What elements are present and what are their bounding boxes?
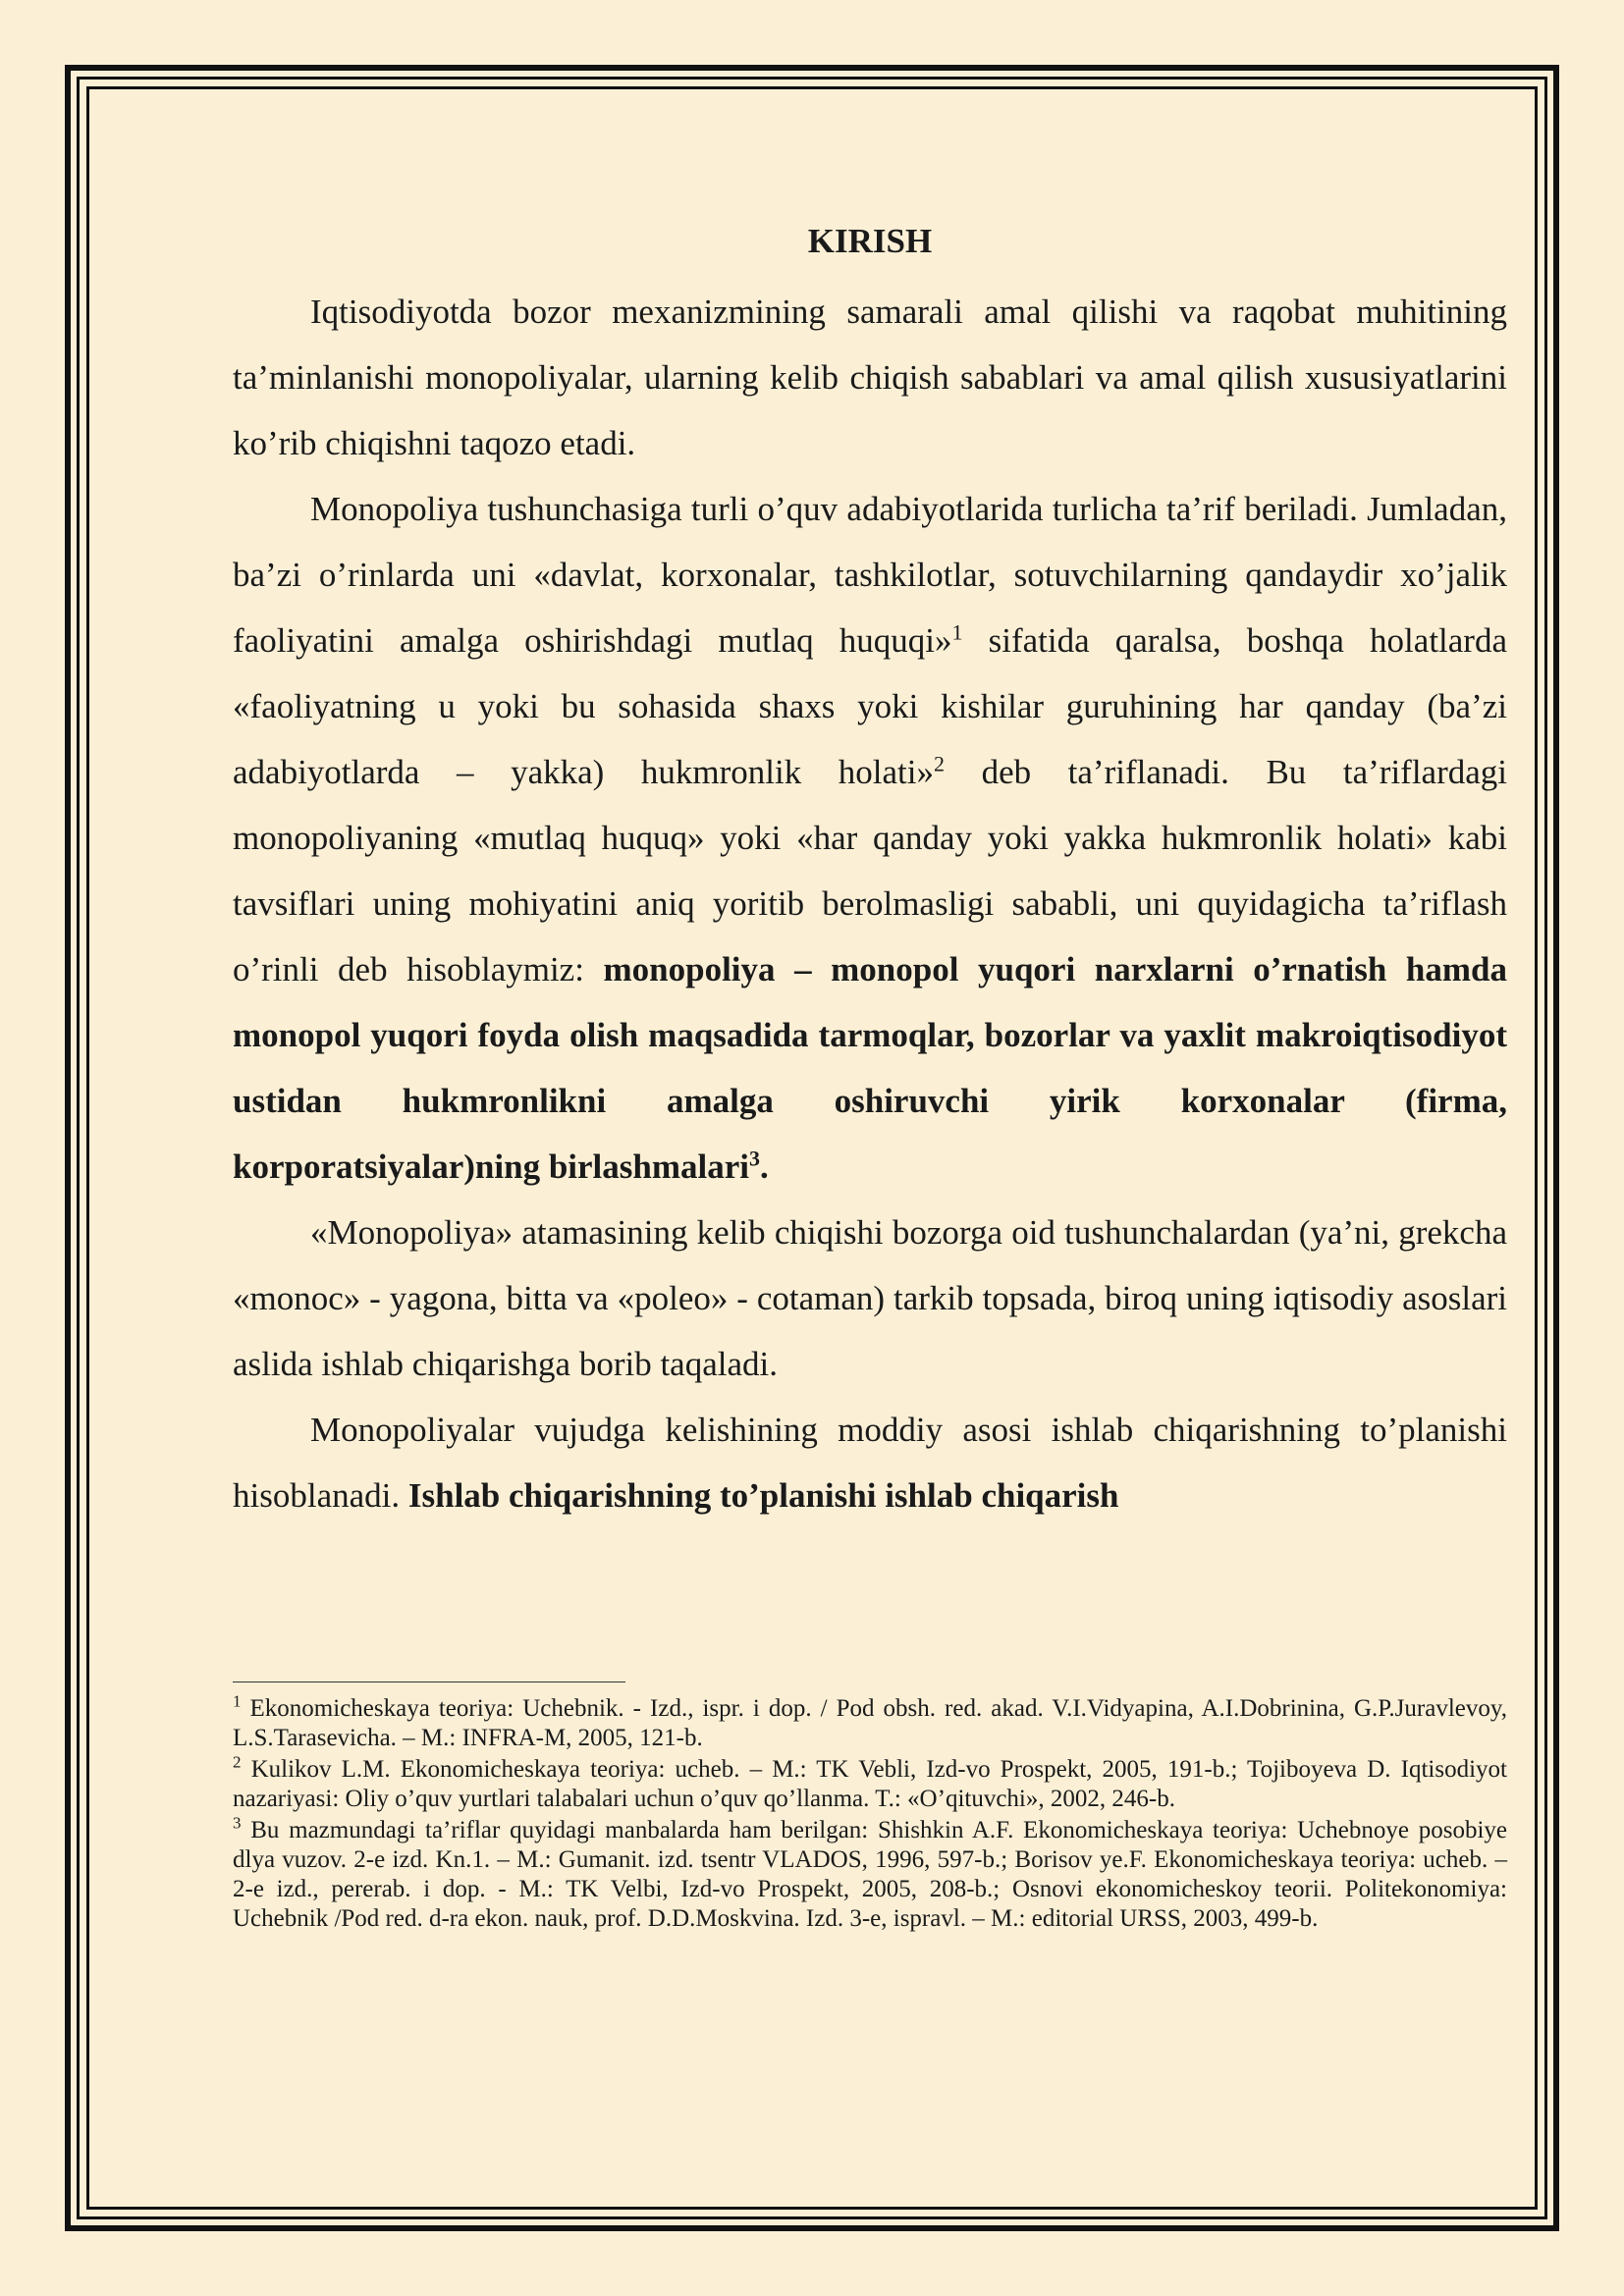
definition-end-period: . bbox=[760, 1148, 769, 1186]
paragraph-3-text: «Monopoliya» atamasining kelib chiqishi bozorga oid tushunchalardan (ya’ni, grekcha «monoc» - yagona, bitta va «poleo» - cotaman) tarkib topsada, biroq uning iqtisodiy asoslari aslida ishlab chiqarishga borib taqaladi. bbox=[233, 1213, 1507, 1383]
footnote-number: 3 bbox=[233, 1813, 242, 1833]
paragraph-2-text-a: Monopoliya tushunchasiga turli o’quv adabiyotlarida turlicha ta’rif beriladi. Jumladan, ba’zi o’rinlarda uni «davlat, korxonalar, tashkilotlar, sotuvchilarning qandaydir xo’jalik faoliyatini amalga oshirishdagi mutlaq huquqi» bbox=[233, 490, 1507, 660]
paragraph-1-text: Iqtisodiyotda bozor mexanizmining samarali amal qilishi va raqobat muhitining ta’minlanishi monopoliyalar, ularning kelib chiqish sabablari va amal qilish xususiyatlarini ko’rib chiqishni taqozo etadi. bbox=[233, 293, 1507, 462]
paragraph-4 bbox=[233, 1397, 1507, 1528]
footnote-1 bbox=[233, 1691, 1507, 1753]
footnote-text: Kulikov L.M. Ekonomicheskaya teoriya: ucheb. – M.: TK Vebli, Izd-vo Prospekt, 2005, 191-b.; Tojiboyeva D. Iqtisodiyot nazariyasi: Oliy o’quv yurtlari talabalari uchun o’quv qo’llanma. T.: «O’qituvchi», 2002, 246-b. bbox=[233, 1756, 1507, 1812]
footnote-3 bbox=[233, 1813, 1507, 1934]
footnote-ref-2[interactable]: 2 bbox=[934, 751, 945, 776]
paragraph-1 bbox=[233, 279, 1507, 476]
paragraph-3 bbox=[233, 1200, 1507, 1397]
paragraph-2-text-c: deb ta’riflanadi. Bu ta’riflardagi monopoliyaning «mutlaq huquq» yoki «har qanday yoki yakka hukmronlik holati» kabi tavsiflari uning mohiyatini aniq yoritib berolmasligi sababli, uni quyidagicha ta’riflash o’rinli deb hisoblaymiz: bbox=[233, 753, 1507, 988]
footnote-text: Bu mazmundagi ta’riflar quyidagi manbalarda ham berilgan: Shishkin A.F. Ekonomicheskaya teoriya: Uchebnoye posobiye dlya vuzov. 2-e izd. Kn.1. – M.: Gumanit. izd. tsentr VLADOS, 1996, 597-b.; Borisov ye.F. Ekonomicheskaya teoriya: ucheb. – 2-e izd., pererab. i dop. - M.: TK Velbi, Izd-vo Prospekt, 2005, 208-b.; Osnovi ekonomicheskoy teorii. Politekonomiya: Uchebnik /Pod red. d-ra ekon. nauk, prof. D.D.Moskvina. Izd. 3-e, ispravl. – M.: editorial URSS, 2003, 499-b. bbox=[233, 1817, 1507, 1932]
footnote-number: 2 bbox=[233, 1752, 242, 1772]
footnotes bbox=[233, 1691, 1507, 1936]
paragraph-2 bbox=[233, 476, 1507, 1200]
footnote-number: 1 bbox=[233, 1691, 242, 1711]
footnote-2 bbox=[233, 1752, 1507, 1814]
page-title: KIRISH bbox=[807, 222, 933, 260]
paragraph-2-text-b: sifatida qaralsa, boshqa holatlarda «faoliyatning u yoki bu sohasida shaxs yoki kishilar guruhining har qanday (ba’zi adabiyotlarda – yakka) hukmronlik holati» bbox=[233, 621, 1507, 791]
paragraph-4-bold-text: Ishlab chiqarishning to’planishi ishlab chiqarish bbox=[407, 1476, 1119, 1515]
footnote-ref-3[interactable]: 3 bbox=[749, 1146, 760, 1171]
monopoly-definition-text: monopoliya – monopol yuqori narxlarni o’rnatish hamda monopol yuqori foyda olish maqsadida tarmoqlar, bozorlar va yaxlit makroiqtisodiyot ustidan hukmronlikni amalga oshiruvchi yirik korxonalar (firma, korporatsiyalar)ning birlashmalari bbox=[233, 950, 1507, 1186]
footnote-ref-1[interactable]: 1 bbox=[951, 619, 963, 645]
page-content bbox=[233, 212, 1507, 1528]
footnote-text: Ekonomicheskaya teoriya: Uchebnik. - Izd., ispr. i dop. / Pod obsh. red. akad. V.I.Vidyapina, A.I.Dobrinina, G.P.Juravlevoy, L.S.Tarasevicha. – M.: INFRA-M, 2005, 121-b. bbox=[233, 1695, 1507, 1751]
paragraph-4-text: Monopoliyalar vujudga kelishining moddiy asosi ishlab chiqarishning to’planishi hisoblanadi. bbox=[233, 1411, 1507, 1515]
